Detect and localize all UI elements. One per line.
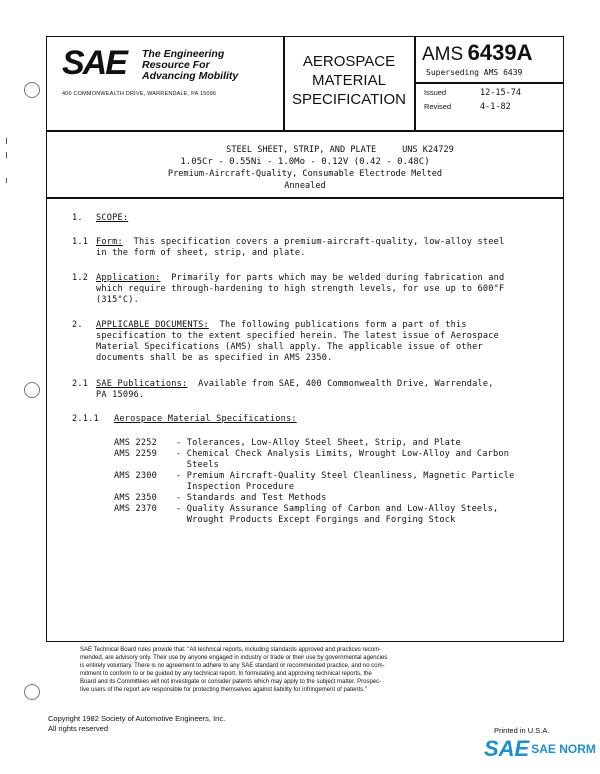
title-line — [46, 144, 564, 156]
ams-reference-item — [114, 438, 554, 448]
section-text: specification to the extent specified herein. The latest issue of Aerospace — [96, 331, 500, 341]
ams-ref-title: Inspection Procedure — [176, 481, 295, 492]
ams-reference-item — [114, 471, 554, 492]
board-note-line: mended, are advisory only. Their use by anyone engaged in industry or trade or their use by governmental agencies — [80, 655, 388, 661]
title-condition: Annealed — [284, 181, 326, 191]
ams-ref-title: - Standards and Test Methods — [176, 493, 327, 504]
section-1-2 — [72, 273, 552, 306]
ams-reference-item — [114, 504, 554, 525]
punch-hole — [24, 684, 40, 700]
copyright-line: Copyright 1982 Society of Automotive Engineers, Inc. — [48, 714, 226, 723]
printed-in: Printed in U.S.A. — [494, 726, 550, 735]
section-title: Form: — [96, 237, 123, 247]
title-composition: 1.05Cr - 0.55Ni - 1.0Mo - 0.12V (0.42 - 0.48C) — [180, 157, 430, 167]
section-text: in the form of sheet, strip, and plate. — [96, 248, 306, 258]
section-text: Available from SAE, 400 Commonwealth Drive, Warrendale, — [198, 379, 494, 389]
board-note-line: tive users of the report are responsible for protecting themselves against liability for infringement of patents." — [80, 687, 367, 693]
ams-ref-title: - Quality Assurance Sampling of Carbon and Low-Alloy Steels, — [176, 504, 499, 515]
section-num: 2.1 — [72, 379, 89, 389]
margin-tick — [6, 178, 7, 183]
section-text: (315°C). — [96, 295, 139, 305]
ams-reference-item — [114, 449, 554, 470]
sae-norm-watermark — [484, 738, 596, 760]
tagline-line: The Engineering — [142, 48, 225, 60]
title-divider — [46, 197, 564, 199]
doc-type-line: SPECIFICATION — [292, 91, 406, 108]
ams-code: 6439A — [467, 40, 533, 65]
doc-type-line: MATERIAL — [312, 72, 386, 89]
ams-ref-title: - Premium Aircraft-Quality Steel Cleanliness, Magnetic Particle — [176, 471, 515, 482]
punch-hole — [24, 82, 40, 98]
board-note-line: is entirely voluntary. There is no agreement to adhere to any SAE standard or recommended practice, and no com- — [80, 663, 385, 669]
margin-tick — [6, 138, 7, 144]
issued-label: Issued — [424, 88, 447, 97]
header-vdivider — [414, 36, 416, 131]
doc-type-line: AEROSPACE — [302, 53, 396, 70]
section-num: 1.2 — [72, 273, 89, 283]
section-num: 2. — [72, 320, 83, 330]
uns-number: UNS K24729 — [402, 145, 454, 155]
title-quality: Premium-Aircraft-Quality, Consumable Electrode Melted — [167, 169, 443, 179]
ams-ref-code: AMS 2350 — [114, 493, 157, 504]
ams-ref-title: - Chemical Check Analysis Limits, Wrought Low-Alloy and Carbon — [176, 449, 510, 460]
ams-box-divider — [414, 82, 564, 84]
section-num: 1.1 — [72, 237, 89, 247]
board-note-line: Board and its Committees will not investigate or consider patents which may apply to the subject matter. Prospec- — [80, 679, 382, 685]
ams-ref-code: AMS 2259 — [114, 449, 157, 460]
punch-hole — [24, 382, 40, 398]
section-num: 2.1.1 — [72, 414, 99, 424]
section-text: which require through-hardening to high strength levels, for use up to 600°F — [96, 284, 505, 294]
ams-ref-title: Steels — [176, 459, 219, 470]
section-title: APPLICABLE DOCUMENTS: — [96, 320, 209, 330]
superseding-note: Superseding AMS 6439 — [426, 68, 523, 77]
sae-logo: SAE — [62, 44, 126, 82]
header-divider — [46, 130, 564, 132]
ams-reference-item — [114, 493, 554, 503]
board-note-line: SAE Technical Board rules provide that: "All technical reports, including standards approved and practices recom- — [80, 647, 382, 653]
board-note-line: mitment to conform to or be guided by any technical report. In formulating and approving technical reports, the — [80, 671, 372, 677]
section-title: SCOPE: — [96, 213, 129, 223]
sae-tagline — [142, 49, 238, 82]
section-1-1 — [72, 237, 552, 259]
section-text: Primarily for parts which may be welded during fabrication and — [171, 273, 505, 283]
section-2-1 — [72, 379, 552, 401]
section-title: SAE Publications: — [96, 379, 188, 389]
section-num: 1. — [72, 213, 83, 223]
section-2-1-1 — [72, 414, 297, 425]
ams-ref-code: AMS 2252 — [114, 438, 157, 448]
issued-date: 12-15-74 — [480, 88, 521, 98]
title-product: STEEL SHEET, STRIP, AND PLATE — [226, 145, 377, 155]
margin-tick — [6, 152, 7, 158]
sae-address: 400 COMMONWEALTH DRIVE, WARRENDALE, PA 15096 — [62, 91, 217, 97]
tagline-line: Advancing Mobility — [142, 70, 239, 82]
watermark-logo-icon: SAE — [484, 736, 530, 761]
ams-ref-title: Wrought Products Except Forgings and Forging Stock — [176, 514, 456, 525]
section-text: This specification covers a premium-aircraft-quality, low-alloy steel — [133, 237, 505, 247]
revised-label: Revised — [424, 102, 452, 111]
ams-prefix: AMS — [422, 44, 464, 65]
ams-ref-code: AMS 2370 — [114, 504, 157, 515]
section-text: PA 15096. — [96, 390, 145, 400]
section-2 — [72, 320, 552, 364]
ams-ref-code: AMS 2300 — [114, 471, 157, 482]
doc-type — [284, 52, 414, 109]
section-text: Material Specifications (AMS) shall apply. The applicable issue of other — [96, 342, 483, 352]
ams-ref-title: - Tolerances, Low-Alloy Steel Sheet, Strip, and Plate — [176, 438, 461, 448]
title-block — [46, 144, 564, 192]
revised-date: 4-1-82 — [480, 102, 511, 112]
section-1 — [72, 213, 128, 224]
tagline-line: Resource For — [142, 59, 210, 71]
ams-reference-list — [114, 438, 554, 525]
section-text: documents shall be as specified in AMS 2350. — [96, 353, 333, 363]
rights-line: All rights reserved — [48, 724, 109, 733]
section-title: Application: — [96, 273, 161, 283]
section-title: Aerospace Material Specifications: — [114, 414, 297, 424]
section-text: The following publications form a part of this — [219, 320, 467, 330]
copyright — [48, 714, 225, 734]
board-note — [80, 646, 550, 694]
ams-number — [422, 41, 532, 68]
watermark-text: SAE NORM — [531, 742, 596, 756]
